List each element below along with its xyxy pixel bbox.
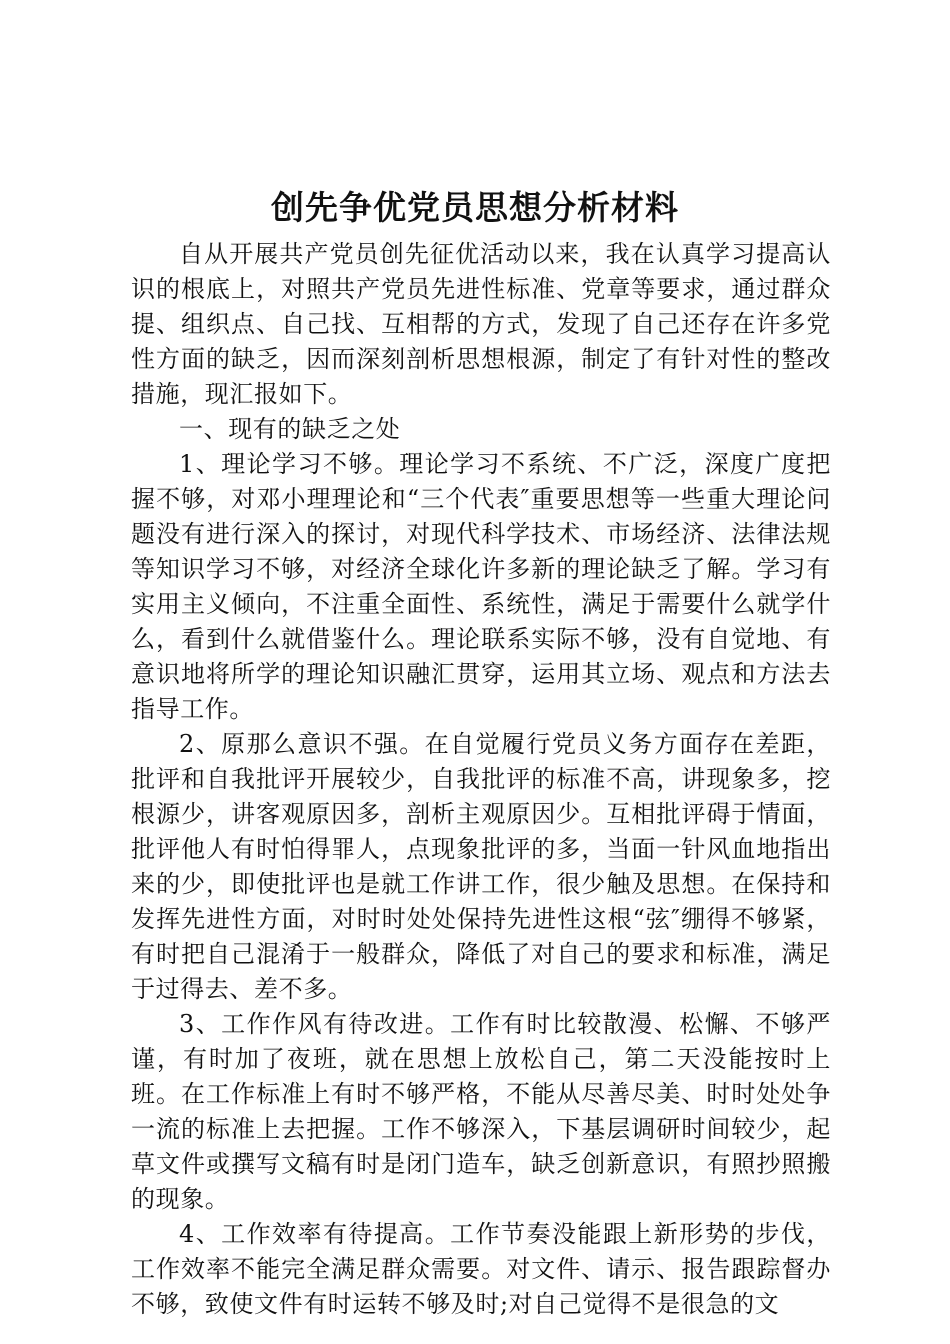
paragraph-item-1: 1、理论学习不够。理论学习不系统、不广泛，深度广度把握不够，对邓小理理论和“三个代表″重要思想等一些重大理论问题没有进行深入的探讨，对现代科学技术、市场经济、法律法规等知识学习不够，对经济全球化许多新的理论缺乏了解。学习有实用主义倾向，不注重全面性、系统性，满足于需要什么就学什么，看到什么就借鉴什么。理论联系实际不够，没有自觉地、有意识地将所学的理论知识融汇贯穿，运用其立场、观点和方法去指导工作。	[131, 450, 831, 723]
document-body	[131, 237, 831, 1322]
document-title: 创先争优党员思想分析材料	[271, 188, 679, 227]
paragraph-item-4: 4、工作效率有待提高。工作节奏没能跟上新形势的步伐，工作效率不能完全满足群众需要。对文件、请示、报告跟踪督办不够，致使文件有时运转不够及时;对自己觉得不是很急的文	[131, 1220, 831, 1318]
paragraph-item-3: 3、工作作风有待改进。工作有时比较散漫、松懈、不够严谨，有时加了夜班，就在思想上放松自己，第二天没能按时上班。在工作标准上有时不够严格，不能从尽善尽美、时时处处争一流的标准上去把握。工作不够深入，下基层调研时间较少，起草文件或撰写文稿有时是闭门造车，缺乏创新意识，有照抄照搬的现象。	[131, 1010, 831, 1213]
section-heading: 一、现有的缺乏之处	[179, 415, 401, 443]
paragraph-item-2: 2、原那么意识不强。在自觉履行党员义务方面存在差距，批评和自我批评开展较少，自我批评的标准不高，讲现象多，挖根源少，讲客观原因多，剖析主观原因少。互相批评碍于情面，批评他人有时怕得罪人，点现象批评的多，当面一针风血地指出来的少，即使批评也是就工作讲工作，很少触及思想。在保持和发挥先进性方面，对时时处处保持先进性这根“弦″绷得不够紧，有时把自己混淆于一般群众，降低了对自己的要求和标准，满足于过得去、差不多。	[131, 730, 831, 1003]
paragraph-intro: 自从开展共产党员创先征优活动以来，我在认真学习提高认识的根底上，对照共产党员先进性标准、党章等要求，通过群众提、组织点、自己找、互相帮的方式，发现了自己还存在许多党性方面的缺乏，因而深刻剖析思想根源，制定了有针对性的整改措施，现汇报如下。	[131, 240, 831, 408]
